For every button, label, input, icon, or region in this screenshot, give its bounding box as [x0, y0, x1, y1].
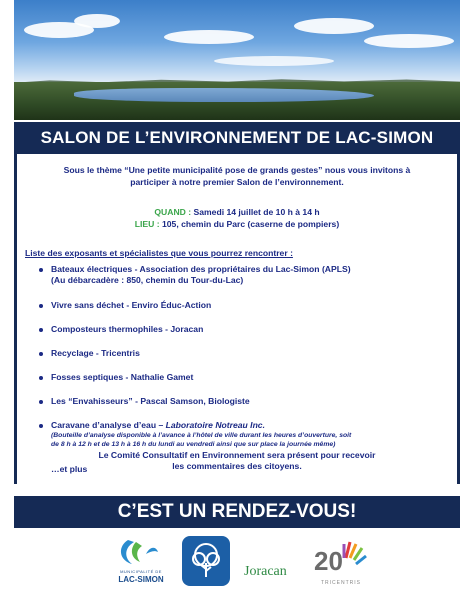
- item-text: Composteurs thermophiles - Joracan: [51, 324, 204, 334]
- lac-simon-text: LAC-SIMON: [118, 575, 164, 584]
- tricentris-number: 20: [314, 546, 343, 576]
- tricentris-text: TRICENTRIS: [321, 580, 361, 586]
- lab-name: Laboratoire Notreau Inc.: [165, 420, 265, 430]
- list-item: [37, 264, 449, 286]
- page-title: [14, 122, 460, 154]
- item-text: Les “Envahisseurs” - Pascal Samson, Biologiste: [51, 396, 250, 406]
- item-text: Recyclage - Tricentris: [51, 348, 140, 358]
- intro-paragraph: [27, 164, 447, 188]
- item-subtext: de 8 h à 12 h et de 13 h à 16 h du lundi au vendredi ainsi que sur place la journée même): [51, 441, 336, 448]
- item-text: Fosses septiques - Nathalie Gamet: [51, 372, 194, 382]
- lac-simon-logo: [110, 536, 172, 590]
- when-label: QUAND: [154, 207, 186, 217]
- item-text: Bateaux électriques - Association des propriétaires du Lac-Simon (APLS): [51, 264, 351, 274]
- rendezvous-text: C’EST UN RENDEZ-VOUS!: [117, 501, 357, 522]
- when-row: QUAND : Samedi 14 juillet de 10 h à 14 h: [154, 207, 320, 217]
- list-item: [37, 396, 449, 407]
- tree-icon: [187, 541, 225, 581]
- title-text: SALON DE L’ENVIRONNEMENT DE LAC-SIMON: [40, 128, 434, 147]
- tricentris-hands-icon: [310, 536, 372, 576]
- item-subtext: (Bouteille d’analyse disponible à l’avance à l’hôtel de ville durant les heures d’ouverture, soit: [51, 432, 352, 439]
- sponsor-logos: [14, 536, 460, 590]
- event-details: [14, 154, 460, 484]
- item-text: Caravane d’analyse d’eau – Laboratoire Notreau Inc.: [51, 420, 265, 430]
- where-value: 105, chemin du Parc (caserne de pompiers): [162, 219, 340, 229]
- closing-paragraph: [27, 450, 447, 472]
- where-row: LIEU : 105, chemin du Parc (caserne de pompiers): [134, 219, 340, 229]
- exhibitor-list-header: Liste des exposants et spécialistes que vous pourrez rencontrer :: [25, 248, 293, 258]
- joracan-logo: [244, 536, 304, 590]
- closing-line-1: Le Comité Consultatif en Environnement sera présent pour recevoir: [98, 450, 376, 460]
- intro-line-2: participer à notre premier Salon de l’environnement.: [130, 177, 344, 187]
- intro-line-1: Sous le thème “Une petite municipalité pose de grands gestes” nous vous invitons à: [63, 165, 411, 175]
- lac-simon-emblem-icon: [110, 536, 172, 568]
- rendezvous-banner: [14, 496, 460, 528]
- lake-landscape-photo: [14, 0, 460, 120]
- item-text: Vivre sans déchet - Enviro Éduc-Action: [51, 300, 212, 310]
- item-subtext: (Au débarcadère : 850, chemin du Tour-du-Lac): [51, 275, 244, 285]
- event-info: [27, 206, 447, 230]
- joracan-text: Joracan: [244, 564, 287, 579]
- list-item: [37, 300, 449, 311]
- when-value: Samedi 14 juillet de 10 h à 14 h: [193, 207, 320, 217]
- list-item: [37, 420, 449, 449]
- tree-logo: [182, 536, 230, 590]
- list-item: [37, 324, 449, 335]
- where-label: LIEU: [134, 219, 155, 229]
- tricentris-logo: [310, 536, 372, 590]
- lac-simon-small-text: MUNICIPALITÉ DE: [120, 569, 162, 574]
- list-item: [37, 372, 449, 383]
- closing-line-2: les commentaires des citoyens.: [172, 461, 302, 471]
- list-item: [37, 348, 449, 359]
- more-text: …et plus: [51, 464, 88, 474]
